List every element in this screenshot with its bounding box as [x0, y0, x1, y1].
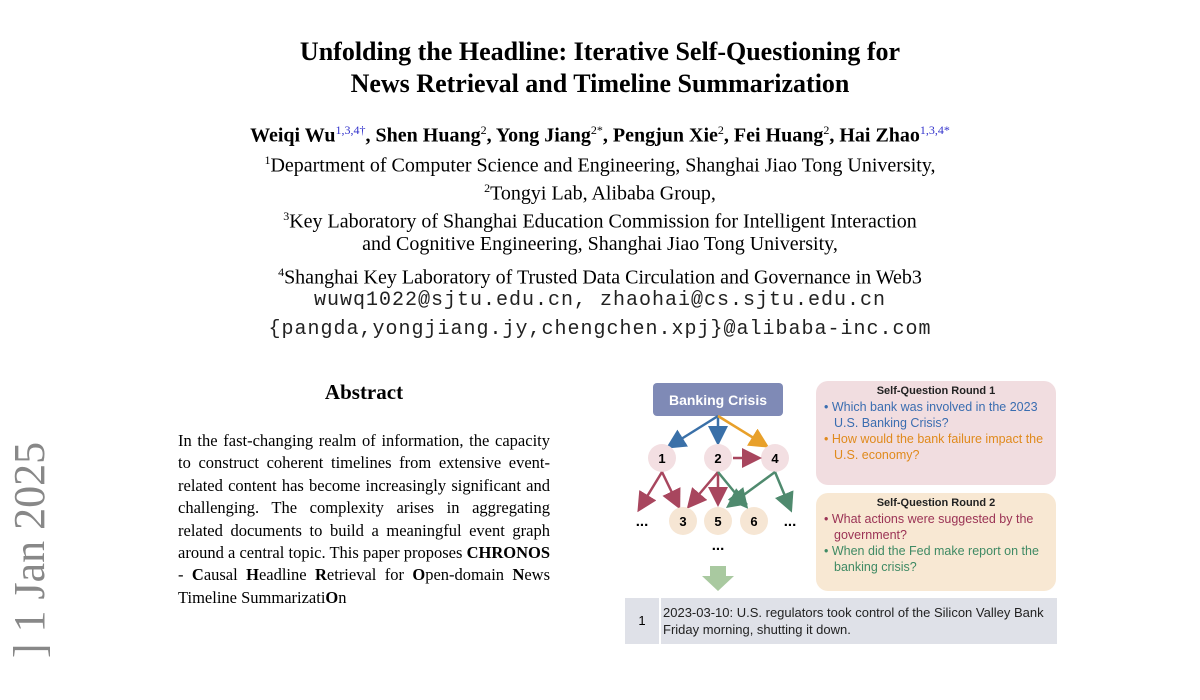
- node-1-label: 1: [658, 451, 666, 466]
- round-2-question-2: • When did the Fed make report on the banking crisis?: [824, 544, 1039, 574]
- acronym-letter: H: [246, 565, 259, 585]
- node-6-label: 6: [750, 514, 758, 529]
- method-figure: [620, 378, 1060, 648]
- affil-text: Department of Computer Science and Engineering, Shanghai Jiao Tong University,: [270, 154, 936, 177]
- affil-text: Shanghai Key Laboratory of Trusted Data Circulation and Governance in Web3: [284, 266, 922, 289]
- arxiv-stamp: ] 1 Jan 2025: [5, 441, 54, 659]
- affil-sup: 3: [283, 209, 290, 223]
- arrow-1-to-3: [662, 472, 678, 505]
- self-question-round-2: [816, 493, 1056, 591]
- ellipsis-right: ...: [783, 513, 797, 530]
- down-arrow-icon: [702, 566, 734, 591]
- timeline-index: 1: [638, 613, 646, 628]
- question-text: How would the bank failure impact the U.S. economy?: [831, 432, 1044, 462]
- affiliation-1: [0, 147, 1200, 179]
- affil-sup: 4: [278, 265, 285, 279]
- acronym-letter: N: [512, 565, 525, 585]
- arrow-root-to-4: [718, 416, 765, 445]
- arrow-2-to-3: [690, 472, 718, 505]
- affiliation-3: [0, 203, 1200, 235]
- title-line-1: Unfolding the Headline: Iterative Self-Questioning for: [299, 37, 901, 66]
- arrow-4-to-5: [730, 472, 775, 505]
- author-affil-sup: 2: [480, 123, 487, 137]
- arrow-2-to-6: [718, 472, 745, 505]
- affil-sup: 1: [264, 153, 271, 167]
- acronym-word: ews Timeline Summarizati: [178, 565, 551, 607]
- arrow-4-to-right: [775, 472, 790, 508]
- acronym-word: ausal: [203, 565, 247, 585]
- author-name: Yong Jiang: [495, 124, 591, 147]
- root-topic-label: Banking Crisis: [668, 392, 768, 408]
- timeline-divider: [659, 598, 661, 644]
- acronym-letter: C: [191, 565, 204, 585]
- question-text: Which bank was involved in the 2023 U.S. Banking Crisis?: [831, 400, 1038, 430]
- event-graph: [620, 378, 820, 593]
- ellipsis-bottom: ...: [711, 537, 725, 554]
- acronym-dash: -: [178, 565, 192, 585]
- acronym-word: etrieval for: [326, 565, 404, 585]
- author-affil-sup: 1,3,4†: [335, 123, 366, 137]
- question-text: When did the Fed make report on the banking crisis?: [831, 544, 1039, 574]
- ellipsis-left: ...: [635, 513, 649, 530]
- affiliation-4: [0, 259, 1200, 291]
- acronym-name: CHRONOS: [466, 543, 550, 563]
- round-1-title: Self-Question Round 1: [876, 385, 996, 397]
- paper-title: [0, 36, 1200, 100]
- affil-text: Key Laboratory of Shanghai Education Commission for Intelligent Interaction: [289, 210, 917, 233]
- self-question-round-1: [816, 381, 1056, 485]
- author-affil-sup: 2: [823, 123, 830, 137]
- author-name: Pengjun Xie: [612, 124, 718, 147]
- abstract-text: In the fast-changing realm of information, the capacity to construct coherent timelines from extensive event-related content has become increasingly significant and challenging. The complexity arises in aggregating related documents to build a meaningful event graph around a central topic. This paper proposes: [178, 431, 550, 563]
- acronym-letter: R: [314, 565, 327, 585]
- round-1-question-1: • Which bank was involved in the 2023 U.S. Banking Crisis?: [824, 400, 1038, 430]
- abstract-heading: Abstract: [324, 380, 404, 404]
- author-name: Shen Huang: [375, 124, 481, 147]
- acronym-word: n: [338, 587, 347, 607]
- email-line-2[interactable]: {pangda,yongjiang.jy,chengchen.xpj}@alibaba-inc.com: [268, 318, 932, 341]
- question-text: What actions were suggested by the government?: [831, 512, 1034, 542]
- acronym-word: eadline: [258, 565, 315, 585]
- affil-sup: 2: [484, 181, 491, 195]
- email-line-1[interactable]: wuwq1022@sjtu.edu.cn, zhaohai@cs.sjtu.edu.cn: [313, 289, 887, 312]
- node-2-label: 2: [714, 451, 722, 466]
- timeline-entry: [625, 598, 1057, 644]
- affil-text: and Cognitive Engineering, Shanghai Jiao Tong University,: [362, 233, 838, 255]
- author-affil-sup: 2*: [590, 123, 603, 137]
- node-3-label: 3: [679, 514, 687, 529]
- affiliation-2: [0, 175, 1200, 207]
- round-2-title: Self-Question Round 2: [876, 497, 996, 509]
- author-affil-sup: 1,3,4*: [919, 123, 950, 137]
- abstract-body: [178, 430, 550, 609]
- round-1-question-2: • How would the bank failure impact the U.S. economy?: [824, 432, 1044, 462]
- author-name: Weiqi Wu: [250, 124, 336, 147]
- affil-text: Tongyi Lab, Alibaba Group,: [490, 182, 716, 205]
- round-2-question-1: • What actions were suggested by the government?: [824, 512, 1034, 542]
- affiliation-3-line-2: [0, 231, 1200, 257]
- author-name: Hai Zhao: [839, 124, 920, 147]
- acronym-letter: O: [325, 587, 339, 607]
- timeline-text: 2023-03-10: U.S. regulators took control of the Silicon Valley Bank Friday morning, shutting it down.: [663, 605, 1044, 637]
- acronym-letter: O: [412, 565, 426, 585]
- arrow-root-to-1: [670, 416, 718, 446]
- acronym-word: pen-domain: [425, 565, 513, 585]
- title-line-2: News Retrieval and Timeline Summarization: [350, 69, 850, 98]
- node-5-label: 5: [714, 514, 722, 529]
- author-name: Fei Huang: [733, 124, 824, 147]
- node-4-label: 4: [771, 451, 779, 466]
- arrow-1-to-left: [640, 472, 662, 508]
- author-list: Weiqi $Wu^{1,3,4\dagger}$, Shen Huang$^2$, Yong Jiang$^{2*}$, Pengjun Xie$^2$, Fei Huang$^2$, Hai Zhao$^{1,3,4*}$: [250, 123, 950, 147]
- author-affil-sup: 2: [717, 123, 724, 137]
